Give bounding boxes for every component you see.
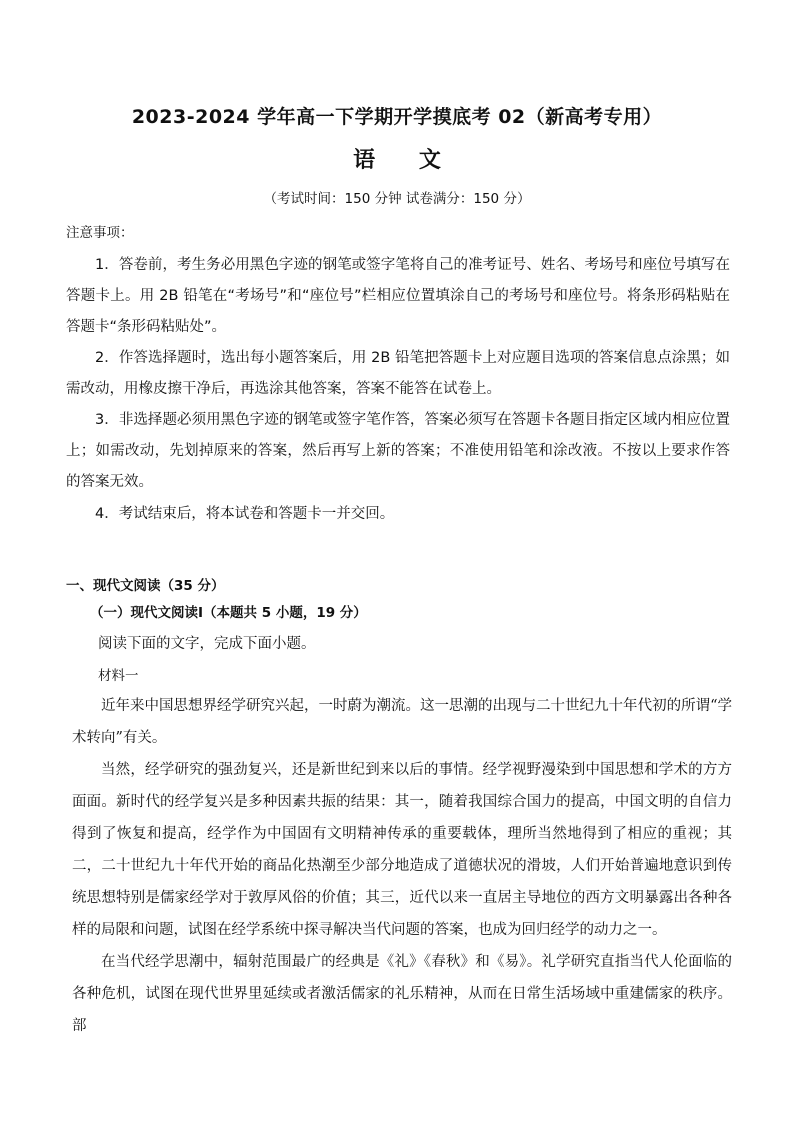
exam-time-info: （考试时间：150 分钟 试卷满分：150 分） [263,191,531,207]
material-paragraph-2: 当然，经学研究的强劲复兴，还是新世纪到来以后的事情。经学视野漫染到中国思想和学术的方方面面。新时代的经学复兴是多种因素共振的结果：其一，随着我国综合国力的提高，中国文明的自信力得到了恢复和提高，经学作为中国固有文明精神传承的重要载体，理所当然地得到了相应的重视；其二，二十世纪九十年代开始的商品化热潮至少部分地造成了道德状况的滑坡，人们开始普遍地意识到传统思想特别是儒家经学对于敦厚风俗的价值；其三，近代以来一直居主导地位的西方文明暴露出各种各样的局限和问题，试图在经学系统中探寻解决当代问题的答案，也成为回归经学的动力之一。 [72,762,732,938]
exam-title: 2023-2024 学年高一下学期开学摸底考 02（新高考专用） [131,106,663,128]
section-heading: 一、现代文阅读（35 分） [66,578,225,594]
material-label: 材料一 [98,668,139,684]
note-item-2: 2．作答选择题时，选出每小题答案后，用 2B 铅笔把答题卡上对应题目选项的答案信息点涂黑；如需改动，用橡皮擦干净后，再选涂其他答案，答案不能答在试卷上。 [66,350,730,397]
reading-instruction: 阅读下面的文字，完成下面小题。 [98,636,316,652]
material-paragraph-3: 在当代经学思潮中，辐射范围最广的经典是《礼》《春秋》和《易》。礼学研究直指当代人伦面临的各种危机，试图在现代世界里延续或者激活儒家的礼乐精神，从而在日常生活场域中重建儒家的秩序。部 [72,954,732,1034]
note-item-4: 4．考试结束后，将本试卷和答题卡一并交回。 [95,506,395,522]
subject-title: 语 文 [353,148,459,173]
note-item-3: 3．非选择题必须用黑色字迹的钢笔或签字笔作答，答案必须写在答题卡各题目指定区域内相应位置上；如需改动，先划掉原来的答案，然后再写上新的答案；不准使用铅笔和涂改液。不按以上要求作答的答案无效。 [66,412,730,490]
material-paragraph-1: 近年来中国思想界经学研究兴起，一时蔚为潮流。这一思潮的出现与二十世纪九十年代初的所谓“学术转向”有关。 [72,698,732,746]
subsection-heading: （一）现代文阅读Ⅰ（本题共 5 小题，19 分） [90,605,367,621]
notes-heading: 注意事项： [66,225,134,241]
note-item-1: 1．答卷前，考生务必用黑色字迹的钢笔或签字笔将自己的准考证号、姓名、考场号和座位号填写在答题卡上。用 2B 铅笔在“考场号”和“座位号”栏相应位置填涂自己的考场号和座位号。将条形码粘贴在答题卡“条形码粘贴处”。 [66,257,730,335]
